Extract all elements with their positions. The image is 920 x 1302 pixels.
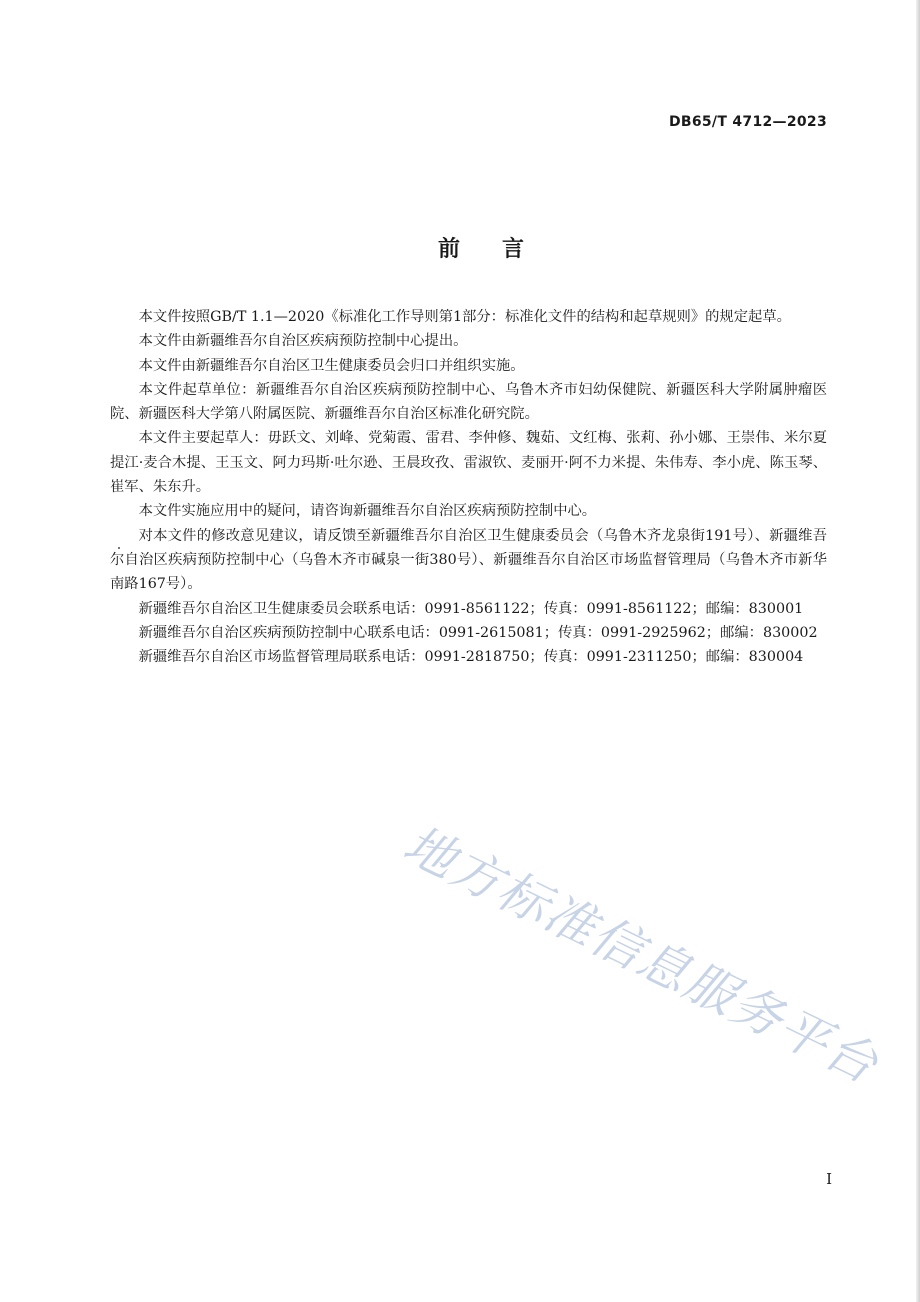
paragraph-drafting-units: 本文件起草单位：新疆维吾尔自治区疾病预防控制中心、乌鲁木齐市妇幼保健院、新疆医科大学附属肿瘤医院、新疆医科大学第八附属医院、新疆维吾尔自治区标准化研究院。 xyxy=(110,381,827,423)
page-title: 前言 xyxy=(437,237,566,262)
paragraph-administrator: 本文件由新疆维吾尔自治区卫生健康委员会归口并组织实施。 xyxy=(138,357,525,374)
paragraph-feedback: 对本文件的修改意见建议，请反馈至新疆维吾尔自治区卫生健康委员会（乌鲁木齐龙泉街191号）、新疆维吾尔自治区疾病预防控制中心（乌鲁木齐市碱泉一街380号）、新疆维吾尔自治区市场监督管理局（乌鲁木齐市新华南路167号）。 xyxy=(110,527,827,593)
scan-artifact xyxy=(118,547,120,549)
paragraph-inquiry: 本文件实施应用中的疑问，请咨询新疆维吾尔自治区疾病预防控制中心。 xyxy=(138,503,597,520)
paragraph-proposer: 本文件由新疆维吾尔自治区疾病预防控制中心提出。 xyxy=(138,333,468,350)
paragraph-drafters: 本文件主要起草人：毋跃文、刘峰、党菊霞、雷君、李仲修、魏茹、文红梅、张莉、孙小娜、王崇伟、米尔夏提江·麦合木提、王玉文、阿力玛斯·吐尔逊、王晨玫孜、雷淑钦、麦丽开·阿不力米提、朱伟寿、李小虎、陈玉琴、崔军、朱东升。 xyxy=(110,430,827,496)
contact-health-commission: 新疆维吾尔自治区卫生健康委员会联系电话：0991-8561122；传真：0991-8561122；邮编：830001 xyxy=(138,600,804,617)
contact-market-regulation: 新疆维吾尔自治区市场监督管理局联系电话：0991-2818750；传真：0991-2311250；邮编：830004 xyxy=(138,649,804,666)
document-id: DB65/T 4712—2023 xyxy=(668,114,827,130)
page-number: I xyxy=(826,1170,832,1188)
paragraph-drafting-rules: 本文件按照GB/T 1.1—2020《标准化工作导则第1部分：标准化文件的结构和起草规则》的规定起草。 xyxy=(138,309,791,325)
contact-cdc: 新疆维吾尔自治区疾病预防控制中心联系电话：0991-2615081；传真：0991-2925962；邮编：830002 xyxy=(138,624,818,641)
watermark: 地方标准信息服务平台 xyxy=(394,814,888,1095)
page-edge xyxy=(916,0,920,1302)
foreword-body xyxy=(110,305,827,669)
